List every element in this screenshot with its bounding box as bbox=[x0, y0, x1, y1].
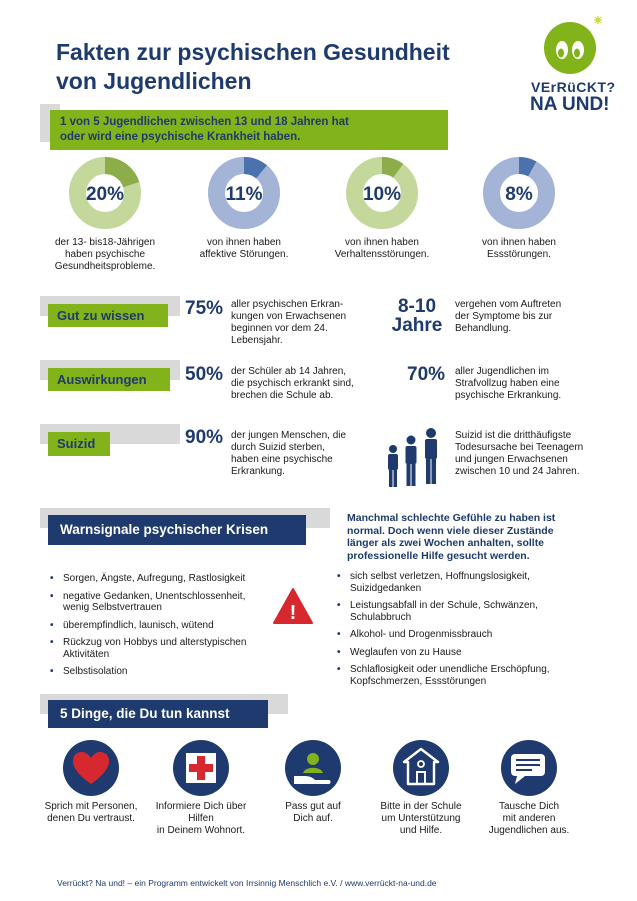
years-line-1: 8-10 bbox=[397, 296, 437, 317]
warn-right-item-1 bbox=[337, 571, 597, 594]
warning-glyph: ! bbox=[289, 602, 297, 624]
warn-left-item-2-line-2: wenig Selbstvertrauen bbox=[63, 602, 162, 613]
years-line-2: Jahre bbox=[391, 315, 443, 336]
five-caption-5-line-3: Jugendlichen aus. bbox=[488, 825, 570, 836]
warn-right-item-3 bbox=[337, 629, 597, 641]
donut-caption-2-line-1: von ihnen haben bbox=[207, 237, 281, 248]
five-caption-4-line-2: um Unterstützung bbox=[381, 813, 461, 824]
intro-banner bbox=[50, 110, 448, 150]
warn-right-item-5-line-2: Kopfschmerzen, Essstörungen bbox=[350, 675, 487, 687]
five-caption-5-line-1: Tausche Dich bbox=[498, 801, 560, 812]
straf-percent: 70% bbox=[407, 364, 446, 385]
warn-left-item-3-line-1: • überempfindlich, launisch, wütend bbox=[63, 619, 214, 631]
five-caption-2 bbox=[141, 801, 261, 837]
years-value bbox=[388, 297, 446, 335]
suizid-text-line-1: der jungen Menschen, die bbox=[231, 430, 347, 441]
warn-left-item-4-line-2: Aktivitäten bbox=[63, 648, 110, 660]
cross-icon bbox=[173, 740, 229, 796]
donut-caption-4 bbox=[449, 237, 589, 261]
donut-chart-1 bbox=[65, 153, 145, 233]
donut-chart-4 bbox=[479, 153, 559, 233]
warn-right-item-1-line-2: Suizidgedanken bbox=[350, 582, 422, 594]
aus-text bbox=[231, 366, 381, 402]
warn-left-list bbox=[50, 573, 280, 684]
gut-text-line-1: aller psychischen Erkran- bbox=[231, 299, 344, 310]
five-caption-3 bbox=[253, 801, 373, 825]
logo-text-line-1: VErRüCKT? bbox=[531, 79, 616, 95]
gut-text-line-4: Lebensjahr. bbox=[231, 335, 283, 346]
five-caption-1-line-1: Sprich mit Personen, bbox=[44, 801, 138, 812]
warn-note-line-1: Manchmal schlechte Gefühle zu haben ist bbox=[347, 512, 556, 524]
care-icon bbox=[285, 740, 341, 796]
donut-caption-4-line-1: von ihnen haben bbox=[482, 237, 556, 248]
suizid-text-line-4: Erkrankung. bbox=[231, 466, 285, 477]
school-icon bbox=[393, 740, 449, 796]
donut-caption-2-line-2: affektive Störungen. bbox=[199, 249, 289, 260]
warn-left-item-3 bbox=[50, 620, 280, 632]
warn-left-item-1-line-1: • Sorgen, Ängste, Aufregung, Rastlosigkeit bbox=[63, 573, 246, 584]
warn-right-item-2-line-2: Schulabbruch bbox=[350, 611, 412, 623]
cause-text-line-2: Todesursache bei Teenagern bbox=[455, 442, 584, 453]
cause-text-line-4: zwischen 10 und 24 Jahren. bbox=[455, 466, 580, 477]
five-caption-3-line-2: Dich auf. bbox=[293, 813, 333, 824]
five-caption-4-line-1: Bitte in der Schule bbox=[380, 801, 462, 812]
five-caption-2-line-1: Informiere Dich über bbox=[155, 801, 247, 812]
donut-value-3: 10% bbox=[362, 184, 402, 205]
straf-text-line-2: Strafvollzug haben eine bbox=[455, 378, 560, 389]
suizid-percent: 90% bbox=[185, 427, 224, 448]
warn-right-item-2 bbox=[337, 600, 597, 623]
warn-left-item-2-line-1: • negative Gedanken, Unentschlossenheit, bbox=[63, 590, 246, 602]
aus-text-line-1: der Schüler ab 14 Jahren, bbox=[231, 366, 347, 377]
five-caption-5 bbox=[469, 801, 589, 837]
cause-text-line-3: und jungen Erwachsenen bbox=[455, 454, 568, 465]
warn-left-item-5 bbox=[50, 666, 280, 678]
five-caption-1-line-2: denen Du vertraust. bbox=[47, 813, 135, 824]
warn-right-item-3-line-1: • Alkohol- und Drogenmissbrauch bbox=[350, 629, 493, 640]
suizid-text-line-2: durch Suizid sterben, bbox=[231, 442, 325, 453]
donut-chart-3 bbox=[342, 153, 422, 233]
warn-heading: Warnsignale psychischer Krisen bbox=[48, 515, 306, 545]
donut-value-2: 11% bbox=[225, 184, 263, 205]
warn-right-item-5 bbox=[337, 664, 597, 687]
years-text-line-1: vergehen vom Auftreten bbox=[455, 299, 562, 310]
footer-text: Verrückt? Na und! – ein Programm entwickelt von Irrsinnig Menschlich e.V. / www.verrückt-na-und.de bbox=[57, 878, 437, 888]
cause-text-line-1: Suizid ist die dritthäufigste bbox=[455, 430, 572, 441]
warn-left-item-2 bbox=[50, 591, 280, 614]
five-caption-5-line-2: mit anderen bbox=[502, 813, 556, 824]
warning-icon bbox=[272, 587, 314, 625]
heart-icon bbox=[63, 740, 119, 796]
donut-caption-3 bbox=[312, 237, 452, 261]
cause-text bbox=[455, 430, 615, 478]
donut-value-4: 8% bbox=[505, 184, 533, 205]
warn-right-item-1-line-1: • sich selbst verletzen, Hoffnungslosigkeit, bbox=[350, 571, 530, 582]
logo-face-icon bbox=[540, 14, 606, 76]
warn-right-item-4 bbox=[337, 647, 597, 659]
warn-note bbox=[347, 512, 607, 562]
warn-left-item-1 bbox=[50, 573, 280, 585]
straf-text bbox=[455, 366, 605, 402]
donut-caption-1-line-2: haben psychische bbox=[64, 249, 146, 260]
title-line-1: Fakten zur psychischen Gesundheit bbox=[56, 39, 450, 65]
warn-left-item-4 bbox=[50, 637, 280, 660]
warn-note-line-3: länger als zwei Wochen anhalten, sollte bbox=[347, 537, 545, 549]
gut-label: Gut zu wissen bbox=[48, 304, 168, 327]
warn-note-line-2: normal. Doch wenn viele dieser Zustände bbox=[347, 524, 554, 537]
aus-percent: 50% bbox=[185, 364, 224, 385]
years-text-line-2: der Symptome bis zur bbox=[455, 311, 553, 322]
years-text-line-3: Behandlung. bbox=[455, 323, 512, 334]
aus-text-line-3: brechen die Schule ab. bbox=[231, 390, 334, 401]
straf-text-line-3: psychische Erkrankung. bbox=[455, 390, 562, 401]
title-line-2: von Jugendlichen bbox=[56, 68, 252, 94]
five-heading: 5 Dinge, die Du tun kannst bbox=[48, 700, 268, 728]
logo-text-line-2: NA UND! bbox=[530, 94, 610, 115]
aus-text-line-2: die psychisch erkrankt sind, bbox=[231, 378, 354, 389]
aus-label: Auswirkungen bbox=[48, 368, 170, 391]
five-caption-1 bbox=[31, 801, 151, 825]
warn-right-item-2-line-1: • Leistungsabfall in der Schule, Schwänzen, bbox=[350, 600, 538, 611]
suizid-label: Suizid bbox=[48, 432, 110, 456]
donut-caption-4-line-2: Essstörungen. bbox=[487, 249, 551, 260]
donut-caption-3-line-1: von ihnen haben bbox=[345, 237, 419, 248]
chat-icon bbox=[501, 740, 557, 796]
intro-line-2: oder wird eine psychische Krankheit haben. bbox=[60, 130, 301, 143]
people-icon bbox=[382, 426, 444, 490]
donut-caption-3-line-2: Verhaltensstörungen. bbox=[334, 249, 430, 260]
suizid-text-line-3: haben eine psychische bbox=[231, 454, 333, 465]
five-caption-2-line-3: in Deinem Wohnort. bbox=[156, 825, 246, 836]
warn-right-item-4-line-1: • Weglaufen von zu Hause bbox=[350, 646, 462, 658]
five-caption-4-line-3: und Hilfe. bbox=[399, 825, 443, 836]
intro-line-1: 1 von 5 Jugendlichen zwischen 13 und 18 Jahren hat bbox=[60, 116, 349, 128]
years-text bbox=[455, 299, 605, 335]
donut-caption-1-line-3: Gesundheitsprobleme. bbox=[54, 261, 156, 272]
donut-value-1: 20% bbox=[85, 184, 125, 205]
donut-caption-1 bbox=[35, 237, 175, 273]
page-title bbox=[56, 38, 526, 96]
gut-text-line-3: beginnen vor dem 24. bbox=[231, 323, 328, 334]
donut-caption-1-line-1: der 13- bis18-Jährigen bbox=[54, 237, 156, 248]
five-caption-3-line-1: Pass gut auf bbox=[285, 801, 341, 812]
five-caption-2-line-2: Hilfen bbox=[188, 813, 214, 824]
warn-right-item-5-line-1: • Schlaflosigkeit oder unendliche Erschöpfung, bbox=[350, 664, 550, 675]
gut-percent: 75% bbox=[185, 298, 224, 319]
suizid-text bbox=[231, 430, 381, 478]
gut-text-line-2: kungen von Erwachsenen bbox=[231, 311, 347, 322]
warn-right-list bbox=[337, 571, 597, 693]
warn-note-line-4: professionelle Hilfe gesucht werden. bbox=[347, 549, 530, 562]
gut-text bbox=[231, 299, 381, 347]
five-caption-4 bbox=[361, 801, 481, 837]
straf-text-line-1: aller Jugendlichen im bbox=[455, 366, 549, 377]
donut-chart-2 bbox=[204, 153, 284, 233]
donut-caption-2 bbox=[174, 237, 314, 261]
warn-left-item-5-line-1: • Selbstisolation bbox=[63, 666, 128, 677]
warn-left-item-4-line-1: • Rückzug von Hobbys und alterstypischen bbox=[63, 637, 247, 648]
